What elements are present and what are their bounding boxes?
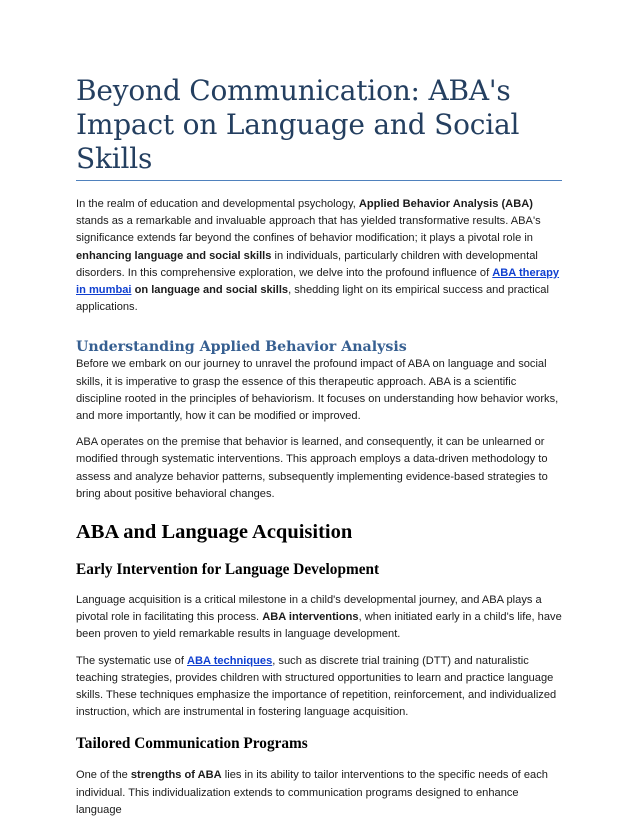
intro-bold-language-social: on language and social skills	[131, 284, 289, 297]
tailored-bold-strengths: strengths of ABA	[130, 769, 222, 782]
subheading-early-intervention: Early Intervention for Language Development	[76, 561, 380, 579]
techniques-text-2: , such as discrete trial training (DTT) and naturalistic teaching strategies, provides children with structured opportunities to learn and practice language skills. These techniques emphasize the importance of repetition, reinforcement, and individualized instruction, which are instrumental in fostering language acquisition.	[76, 654, 557, 719]
early-text-2: , when initiated early in a child's life, have been proven to yield remarkable results in language development.	[76, 611, 562, 641]
early-bold-aba-interventions: ABA interventions	[262, 611, 359, 624]
understanding-paragraph-2: ABA operates on the premise that behavior is learned, and consequently, it can be unlearned or modified through systematic interventions. This approach employs a data-driven methodology to assess and analyze behavior patterns, subsequently implementing evidence-based strategies to bring about positive behavioral changes.	[76, 436, 548, 500]
early-intervention-paragraph-1	[76, 592, 562, 644]
early-intervention-paragraph-2	[76, 653, 562, 722]
aba-techniques-link[interactable]: ABA techniques	[186, 654, 273, 667]
tailored-text-1: One of the	[76, 769, 131, 782]
document-title: Beyond Communication: ABA's Impact on Language and Social Skills	[76, 74, 520, 175]
techniques-text-1: The systematic use of	[76, 654, 187, 667]
title-underline-rule	[76, 180, 562, 181]
subheading-tailored-communication: Tailored Communication Programs	[76, 735, 308, 753]
intro-text-2: stands as a remarkable and invaluable approach that has yielded transformative results. ABA's significance extends far beyond the confines of behavior modification; it plays a pivotal role in	[76, 215, 541, 245]
tailored-text-2: lies in its ability to tailor interventions to the specific needs of each individual. This individualization extends to communication programs designed to enhance language	[76, 769, 548, 816]
aba-therapy-mumbai-link[interactable]: ABA therapy in mumbai	[76, 266, 560, 297]
section-heading-understanding-aba: Understanding Applied Behavior Analysis	[76, 339, 407, 356]
intro-text-4: , shedding light on its empirical success and practical applications.	[76, 284, 549, 314]
intro-text-1: In the realm of education and developmental psychology,	[76, 198, 359, 210]
early-text-1: Language acquisition is a critical milestone in a child's developmental journey, and ABA plays a pivotal role in facilitating this process.	[76, 594, 542, 624]
section-heading-language-acquisition: ABA and Language Acquisition	[76, 521, 353, 544]
intro-bold-enhancing: enhancing language and social skills	[76, 249, 272, 262]
intro-text-3: in individuals, particularly children with developmental disorders. In this comprehensive exploration, we delve into the profound influence of	[76, 249, 538, 279]
tailored-paragraph-1	[76, 767, 562, 819]
understanding-paragraph-1: Before we embark on our journey to unravel the profound impact of ABA on language and social skills, it is imperative to grasp the essence of this therapeutic approach. ABA is a scientific discipline rooted in the principles of behaviorism. It focuses on understanding how behavior works, and more importantly, how it can be modified or improved.	[76, 358, 559, 423]
intro-bold-aba: Applied Behavior Analysis (ABA)	[358, 198, 533, 210]
intro-paragraph	[76, 196, 562, 316]
